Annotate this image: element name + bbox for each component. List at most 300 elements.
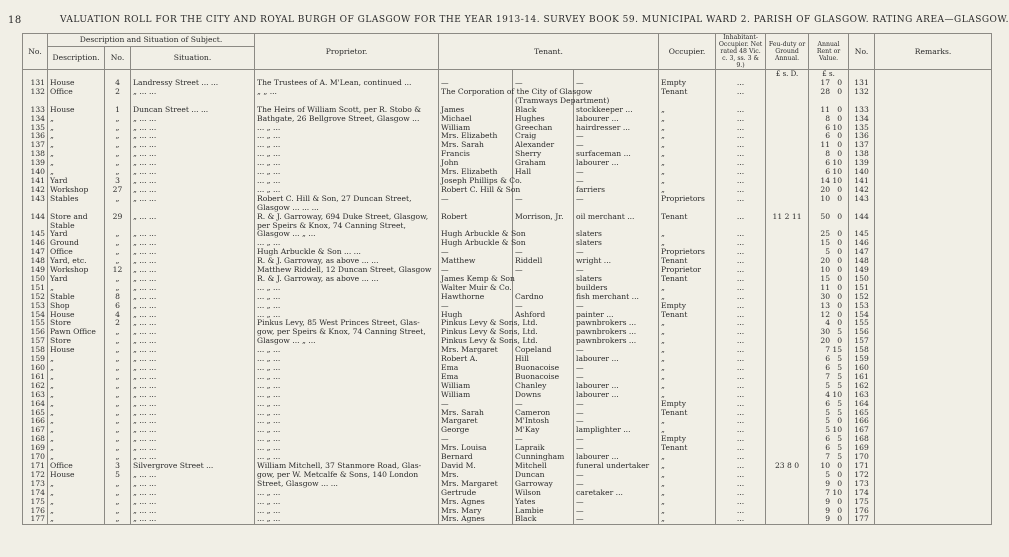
- row-number-right: 141: [849, 177, 875, 186]
- annual-value-shillings: 0: [837, 273, 843, 283]
- row-number: 176: [23, 507, 48, 516]
- description-cell: House: [48, 471, 105, 480]
- remarks-cell: [875, 124, 992, 133]
- tenant-trade-cell: —: [574, 480, 659, 489]
- annual-value-shillings: 10: [832, 122, 843, 132]
- tenant-trade-cell: pawnbrokers ...: [574, 328, 659, 337]
- table-row: [23, 444, 992, 453]
- remarks-cell: [875, 515, 992, 524]
- annual-value-pounds: 15: [820, 273, 831, 283]
- tenant-firstname-cell: John: [439, 159, 513, 168]
- tenant-firstname-cell: Mrs. Agnes: [439, 515, 513, 524]
- tenant-lastname-cell: Hall: [513, 168, 574, 177]
- feu-duty-cell: [766, 409, 809, 418]
- row-number: 149: [23, 266, 48, 275]
- proprietor-cell: ... „ ...: [255, 453, 439, 462]
- description-cell: „: [48, 124, 105, 133]
- street-number-cell: „: [105, 168, 131, 177]
- occupier-cell: „: [659, 239, 716, 248]
- table-row: [23, 106, 992, 115]
- annual-value-shillings: 0: [837, 505, 843, 515]
- proprietor-cell: ... „ ...: [255, 150, 439, 159]
- proprietor-cell: ... „ ...: [255, 489, 439, 498]
- header-feu-duty: Feu-duty or Ground Annual.: [766, 34, 809, 70]
- tenant-trade-cell: builders: [574, 284, 659, 293]
- tenant-firstname-cell: Joseph Phillips & Co.: [439, 177, 513, 186]
- street-number-cell: „: [105, 239, 131, 248]
- situation-cell: „ ... ...: [131, 275, 255, 284]
- street-number-cell: „: [105, 498, 131, 507]
- situation-cell: Silvergrove Street ...: [131, 462, 255, 471]
- description-cell: „: [48, 391, 105, 400]
- header-situation: Situation.: [131, 47, 255, 70]
- occupier-cell: „: [659, 426, 716, 435]
- situation-cell: „ ... ...: [131, 489, 255, 498]
- proprietor-cell: ... „ ...: [255, 168, 439, 177]
- remarks-cell: [875, 141, 992, 150]
- proprietor-cell: ... „ ...: [255, 186, 439, 195]
- feu-duty-cell: [766, 302, 809, 311]
- tenant-firstname-cell: Gertrude: [439, 489, 513, 498]
- tenant-lastname-cell: (Tramways Department): [513, 97, 574, 106]
- tenant-trade-cell: labourer ...: [574, 115, 659, 124]
- occupier-cell: „: [659, 417, 716, 426]
- occupier-cell: Tenant: [659, 311, 716, 320]
- annual-value-shillings: 5: [837, 363, 843, 372]
- occupier-cell: Tenant: [659, 275, 716, 284]
- tenant-trade-cell: —: [574, 400, 659, 409]
- annual-value-shillings: 10: [832, 487, 843, 497]
- roll-title: VALUATION ROLL FOR THE CITY AND ROYAL BURGH OF GLASGOW FOR THE YEAR 1913-14. SURVEY BOOK 59. MUNICIPAL WARD 2. PARISH OF GLASGOW. RATING AREA—GLASGOW.: [60, 15, 1009, 25]
- tenant-trade-cell: surfaceman ...: [574, 150, 659, 159]
- annual-value-shillings: 5: [837, 380, 843, 390]
- tenant-lastname-cell: Riddell: [513, 257, 574, 266]
- feu-duty-cell: [766, 97, 809, 106]
- situation-cell: „ ... ...: [131, 453, 255, 462]
- inhabitant-occupier-cell: ...: [716, 311, 766, 320]
- tenant-firstname-cell: —: [439, 195, 513, 204]
- annual-value-shillings: 10: [832, 425, 843, 435]
- description-cell: „: [48, 132, 105, 141]
- feu-duty-cell: [766, 417, 809, 426]
- inhabitant-occupier-cell: ...: [716, 373, 766, 382]
- tenant-lastname-cell: M'Intosh: [513, 417, 574, 426]
- remarks-cell: [875, 337, 992, 346]
- feu-duty-cell: [766, 373, 809, 382]
- feu-duty-cell: [766, 364, 809, 373]
- situation-cell: „ ... ...: [131, 444, 255, 453]
- remarks-cell: [875, 355, 992, 364]
- annual-value-pounds: 5: [825, 247, 831, 257]
- tenant-trade-cell: —: [574, 266, 659, 275]
- inhabitant-occupier-cell: ...: [716, 88, 766, 97]
- row-number-right: 177: [849, 515, 875, 524]
- occupier-cell: „: [659, 168, 716, 177]
- header-no: No.: [23, 34, 48, 70]
- feu-duty-cell: [766, 239, 809, 248]
- tenant-firstname-cell: James: [439, 106, 513, 115]
- table-row: [23, 115, 992, 124]
- street-number-cell: „: [105, 409, 131, 418]
- table-row: [23, 124, 992, 133]
- remarks-cell: [875, 115, 992, 124]
- situation-cell: „ ... ...: [131, 177, 255, 186]
- description-cell: Stable: [48, 222, 105, 231]
- remarks-cell: [875, 222, 992, 231]
- tenant-lastname-cell: Duncan: [513, 471, 574, 480]
- situation-cell: „ ... ...: [131, 328, 255, 337]
- tenant-firstname-cell: Pinkus Levy & Sons, Ltd.: [439, 328, 513, 337]
- inhabitant-occupier-cell: ...: [716, 248, 766, 257]
- occupier-cell: Empty: [659, 302, 716, 311]
- street-number-cell: „: [105, 248, 131, 257]
- annual-value-pounds: 6: [825, 354, 831, 364]
- tenant-firstname-cell: Margaret: [439, 417, 513, 426]
- feu-duty-cell: [766, 293, 809, 302]
- tenant-firstname-cell: Hugh Arbuckle & Son: [439, 230, 513, 239]
- annual-value-pounds: 11: [820, 140, 831, 150]
- roll-body: [23, 70, 992, 525]
- row-number-right: 138: [849, 150, 875, 159]
- row-number: 133: [23, 106, 48, 115]
- feu-duty-cell: [766, 257, 809, 266]
- street-number-cell: „: [105, 480, 131, 489]
- annual-value-shillings: 0: [837, 309, 843, 319]
- row-number-right: 175: [849, 498, 875, 507]
- inhabitant-occupier-cell: ...: [716, 195, 766, 204]
- inhabitant-occupier-cell: ...: [716, 186, 766, 195]
- remarks-cell: [875, 159, 992, 168]
- tenant-trade-cell: labourer ...: [574, 159, 659, 168]
- description-cell: „: [48, 364, 105, 373]
- description-cell: „: [48, 417, 105, 426]
- inhabitant-occupier-cell: ...: [716, 257, 766, 266]
- row-number: 175: [23, 498, 48, 507]
- row-number-right: 133: [849, 106, 875, 115]
- tenant-firstname-cell: Ema: [439, 364, 513, 373]
- tenant-trade-cell: —: [574, 302, 659, 311]
- remarks-cell: [875, 400, 992, 409]
- tenant-trade-cell: painter ...: [574, 311, 659, 320]
- description-cell: „: [48, 453, 105, 462]
- description-cell: „: [48, 400, 105, 409]
- row-number: 174: [23, 489, 48, 498]
- feu-duty-cell: [766, 88, 809, 97]
- annual-value-shillings: 0: [837, 478, 843, 488]
- row-number-right: 176: [849, 507, 875, 516]
- occupier-cell: Proprietors: [659, 248, 716, 257]
- annual-value-pounds: 6: [825, 167, 831, 177]
- row-number-right: 166: [849, 417, 875, 426]
- street-number-cell: „: [105, 124, 131, 133]
- tenant-firstname-cell: Robert: [439, 213, 513, 222]
- inhabitant-occupier-cell: ...: [716, 177, 766, 186]
- row-number-right: 134: [849, 115, 875, 124]
- tenant-trade-cell: —: [574, 444, 659, 453]
- tenant-trade-cell: —: [574, 364, 659, 373]
- inhabitant-occupier-cell: ...: [716, 337, 766, 346]
- proprietor-cell: Glasgow ... „ ...: [255, 337, 439, 346]
- tenant-trade-cell: —: [574, 515, 659, 524]
- street-number-cell: 2: [105, 88, 131, 97]
- inhabitant-occupier-cell: ...: [716, 507, 766, 516]
- tenant-firstname-cell: David M.: [439, 462, 513, 471]
- situation-cell: „ ... ...: [131, 311, 255, 320]
- annual-value-pounds: 28: [820, 86, 831, 96]
- proprietor-cell: R. & J. Garroway, as above ... ...: [255, 275, 439, 284]
- table-row: [23, 213, 992, 222]
- street-number-cell: 3: [105, 462, 131, 471]
- row-number-right: 143: [849, 195, 875, 204]
- table-row: [23, 257, 992, 266]
- tenant-trade-cell: —: [574, 195, 659, 204]
- feu-duty-cell: [766, 275, 809, 284]
- occupier-cell: Tenant: [659, 213, 716, 222]
- remarks-cell: [875, 480, 992, 489]
- annual-value-pounds: 6: [825, 158, 831, 168]
- row-number: 148: [23, 257, 48, 266]
- tenant-firstname-cell: Michael: [439, 115, 513, 124]
- situation-cell: „ ... ...: [131, 400, 255, 409]
- tenant-lastname-cell: —: [513, 79, 574, 88]
- situation-cell: „ ... ...: [131, 266, 255, 275]
- inhabitant-occupier-cell: ...: [716, 471, 766, 480]
- row-number: 169: [23, 444, 48, 453]
- proprietor-cell: gow, per Speirs & Knox, 74 Canning Street,: [255, 328, 439, 337]
- annual-value-pounds: 9: [825, 514, 831, 524]
- annual-value-pounds: 7: [825, 371, 831, 381]
- feu-duty-cell: [766, 132, 809, 141]
- proprietor-cell: Robert C. Hill & Son, 27 Duncan Street,: [255, 195, 439, 204]
- annual-value-pounds: 8: [825, 113, 831, 123]
- annual-value-shillings: 0: [837, 282, 843, 292]
- situation-cell: Duncan Street ... ...: [131, 106, 255, 115]
- annual-value-shillings: 0: [837, 86, 843, 96]
- table-row: [23, 346, 992, 355]
- description-cell: Yard: [48, 230, 105, 239]
- row-number: 146: [23, 239, 48, 248]
- annual-value-shillings: 5: [837, 452, 843, 462]
- remarks-cell: [875, 409, 992, 418]
- situation-cell: „ ... ...: [131, 150, 255, 159]
- proprietor-cell: The Heirs of William Scott, per R. Stobo &: [255, 106, 439, 115]
- annual-value-shillings: 5: [837, 443, 843, 453]
- annual-value-pounds: 17: [820, 78, 831, 87]
- inhabitant-occupier-cell: ...: [716, 213, 766, 222]
- table-row: [23, 284, 992, 293]
- occupier-cell: „: [659, 319, 716, 328]
- tenant-lastname-cell: Downs: [513, 391, 574, 400]
- table-row: [23, 435, 992, 444]
- table-row: [23, 400, 992, 409]
- description-cell: Yard, etc.: [48, 257, 105, 266]
- header-occupier: Occupier.: [659, 34, 716, 70]
- row-number-right: 172: [849, 471, 875, 480]
- proprietor-cell: ... „ ...: [255, 159, 439, 168]
- tenant-firstname-cell: Hugh Arbuckle & Son: [439, 239, 513, 248]
- row-number: 139: [23, 159, 48, 168]
- annual-value-shillings: 0: [837, 193, 843, 203]
- row-number: 143: [23, 195, 48, 204]
- remarks-cell: [875, 471, 992, 480]
- table-row: [23, 248, 992, 257]
- annual-value-pounds: 5: [825, 416, 831, 426]
- remarks-cell: [875, 453, 992, 462]
- street-number-cell: 12: [105, 266, 131, 275]
- tenant-trade-cell: labourer ...: [574, 391, 659, 400]
- row-number: 158: [23, 346, 48, 355]
- tenant-trade-cell: slaters: [574, 230, 659, 239]
- occupier-cell: „: [659, 124, 716, 133]
- tenant-firstname-cell: The Corporation of the City of Glasgow: [439, 88, 513, 97]
- proprietor-cell: Matthew Riddell, 12 Duncan Street, Glasgow: [255, 266, 439, 275]
- tenant-firstname-cell: Mrs. Margaret: [439, 480, 513, 489]
- inhabitant-occupier-cell: ...: [716, 124, 766, 133]
- proprietor-cell: Hugh Arbuckle & Son ... ...: [255, 248, 439, 257]
- inhabitant-occupier-cell: ...: [716, 266, 766, 275]
- row-number: 172: [23, 471, 48, 480]
- header-annual-value: Annual Rent or Value.: [809, 34, 849, 70]
- annual-value-pounds: 10: [820, 193, 831, 203]
- description-cell: Yard: [48, 177, 105, 186]
- table-row: [23, 426, 992, 435]
- remarks-cell: [875, 266, 992, 275]
- proprietor-cell: ... „ ...: [255, 346, 439, 355]
- street-number-cell: „: [105, 489, 131, 498]
- situation-cell: „ ... ...: [131, 257, 255, 266]
- tenant-trade-cell: labourer ...: [574, 453, 659, 462]
- row-number-right: 163: [849, 391, 875, 400]
- remarks-cell: [875, 435, 992, 444]
- tenant-firstname-cell: Hugh: [439, 311, 513, 320]
- feu-duty-cell: [766, 498, 809, 507]
- situation-cell: „ ... ...: [131, 471, 255, 480]
- annual-value-shillings: 0: [837, 469, 843, 479]
- tenant-trade-cell: —: [574, 435, 659, 444]
- units-feu: £ s. D.: [766, 70, 809, 80]
- annual-value-pounds: 5: [825, 380, 831, 390]
- annual-value-pounds: 50: [820, 211, 831, 221]
- tenant-firstname-cell: Matthew: [439, 257, 513, 266]
- street-number-cell: „: [105, 150, 131, 159]
- tenant-firstname-cell: Robert C. Hill & Son: [439, 186, 513, 195]
- remarks-cell: [875, 426, 992, 435]
- page-number: 18: [8, 15, 22, 26]
- proprietor-cell: ... „ ...: [255, 498, 439, 507]
- street-number-cell: „: [105, 400, 131, 409]
- row-number: 132: [23, 88, 48, 97]
- remarks-cell: [875, 507, 992, 516]
- tenant-trade-cell: stockkeeper ...: [574, 106, 659, 115]
- feu-duty-cell: [766, 346, 809, 355]
- table-row: [23, 355, 992, 364]
- inhabitant-occupier-cell: ...: [716, 106, 766, 115]
- row-number-right: 170: [849, 453, 875, 462]
- tenant-firstname-cell: Mrs.: [439, 471, 513, 480]
- row-number: 166: [23, 417, 48, 426]
- tenant-lastname-cell: Cardno: [513, 293, 574, 302]
- street-number-cell: „: [105, 507, 131, 516]
- description-cell: „: [48, 435, 105, 444]
- street-number-cell: „: [105, 230, 131, 239]
- annual-value-pounds: 9: [825, 496, 831, 506]
- description-cell: „: [48, 284, 105, 293]
- inhabitant-occupier-cell: ...: [716, 319, 766, 328]
- description-cell: „: [48, 515, 105, 524]
- annual-value-pounds: 10: [820, 265, 831, 275]
- tenant-trade-cell: hairdresser ...: [574, 124, 659, 133]
- description-cell: „: [48, 444, 105, 453]
- tenant-firstname-cell: Mrs. Mary: [439, 507, 513, 516]
- street-number-cell: „: [105, 435, 131, 444]
- street-number-cell: 6: [105, 302, 131, 311]
- occupier-cell: Tenant: [659, 444, 716, 453]
- description-cell: Yard: [48, 275, 105, 284]
- feu-duty-cell: [766, 480, 809, 489]
- occupier-cell: [659, 97, 716, 106]
- annual-value-pounds: 5: [825, 425, 831, 435]
- tenant-lastname-cell: Buonacoise: [513, 373, 574, 382]
- row-number: 145: [23, 230, 48, 239]
- table-row: [23, 507, 992, 516]
- tenant-firstname-cell: —: [439, 248, 513, 257]
- tenant-firstname-cell: Mrs. Elizabeth: [439, 132, 513, 141]
- inhabitant-occupier-cell: ...: [716, 284, 766, 293]
- remarks-cell: [875, 177, 992, 186]
- proprietor-cell: ... „ ...: [255, 132, 439, 141]
- street-number-cell: „: [105, 132, 131, 141]
- feu-duty-cell: [766, 79, 809, 88]
- occupier-cell: „: [659, 462, 716, 471]
- proprietor-cell: Glasgow ... ... ...: [255, 204, 439, 213]
- feu-duty-cell: [766, 355, 809, 364]
- row-number: 147: [23, 248, 48, 257]
- occupier-cell: Empty: [659, 400, 716, 409]
- inhabitant-occupier-cell: ...: [716, 382, 766, 391]
- row-number: 137: [23, 141, 48, 150]
- situation-cell: „ ... ...: [131, 248, 255, 257]
- tenant-firstname-cell: Mrs. Sarah: [439, 141, 513, 150]
- remarks-cell: [875, 79, 992, 88]
- occupier-cell: „: [659, 115, 716, 124]
- annual-value-pounds: 8: [825, 149, 831, 159]
- table-row: [23, 141, 992, 150]
- tenant-lastname-cell: Mitchell: [513, 462, 574, 471]
- description-cell: Store: [48, 319, 105, 328]
- page-header: [0, 0, 1009, 33]
- annual-value-pounds: 20: [820, 256, 831, 266]
- inhabitant-occupier-cell: ...: [716, 230, 766, 239]
- table-row: [23, 239, 992, 248]
- tenant-lastname-cell: —: [513, 266, 574, 275]
- row-number: 164: [23, 400, 48, 409]
- tenant-lastname-cell: —: [513, 195, 574, 204]
- table-row: [23, 480, 992, 489]
- row-number-right: 139: [849, 159, 875, 168]
- feu-duty-cell: 23 8 0: [766, 462, 809, 471]
- inhabitant-occupier-cell: ...: [716, 489, 766, 498]
- remarks-cell: [875, 168, 992, 177]
- street-number-cell: 4: [105, 311, 131, 320]
- remarks-cell: [875, 213, 992, 222]
- table-row: [23, 373, 992, 382]
- row-number-right: 150: [849, 275, 875, 284]
- feu-duty-cell: [766, 168, 809, 177]
- tenant-lastname-cell: Morrison, Jr.: [513, 213, 574, 222]
- description-cell: Store and: [48, 213, 105, 222]
- annual-value-pounds: 14: [820, 175, 831, 185]
- street-number-cell: 29: [105, 213, 131, 222]
